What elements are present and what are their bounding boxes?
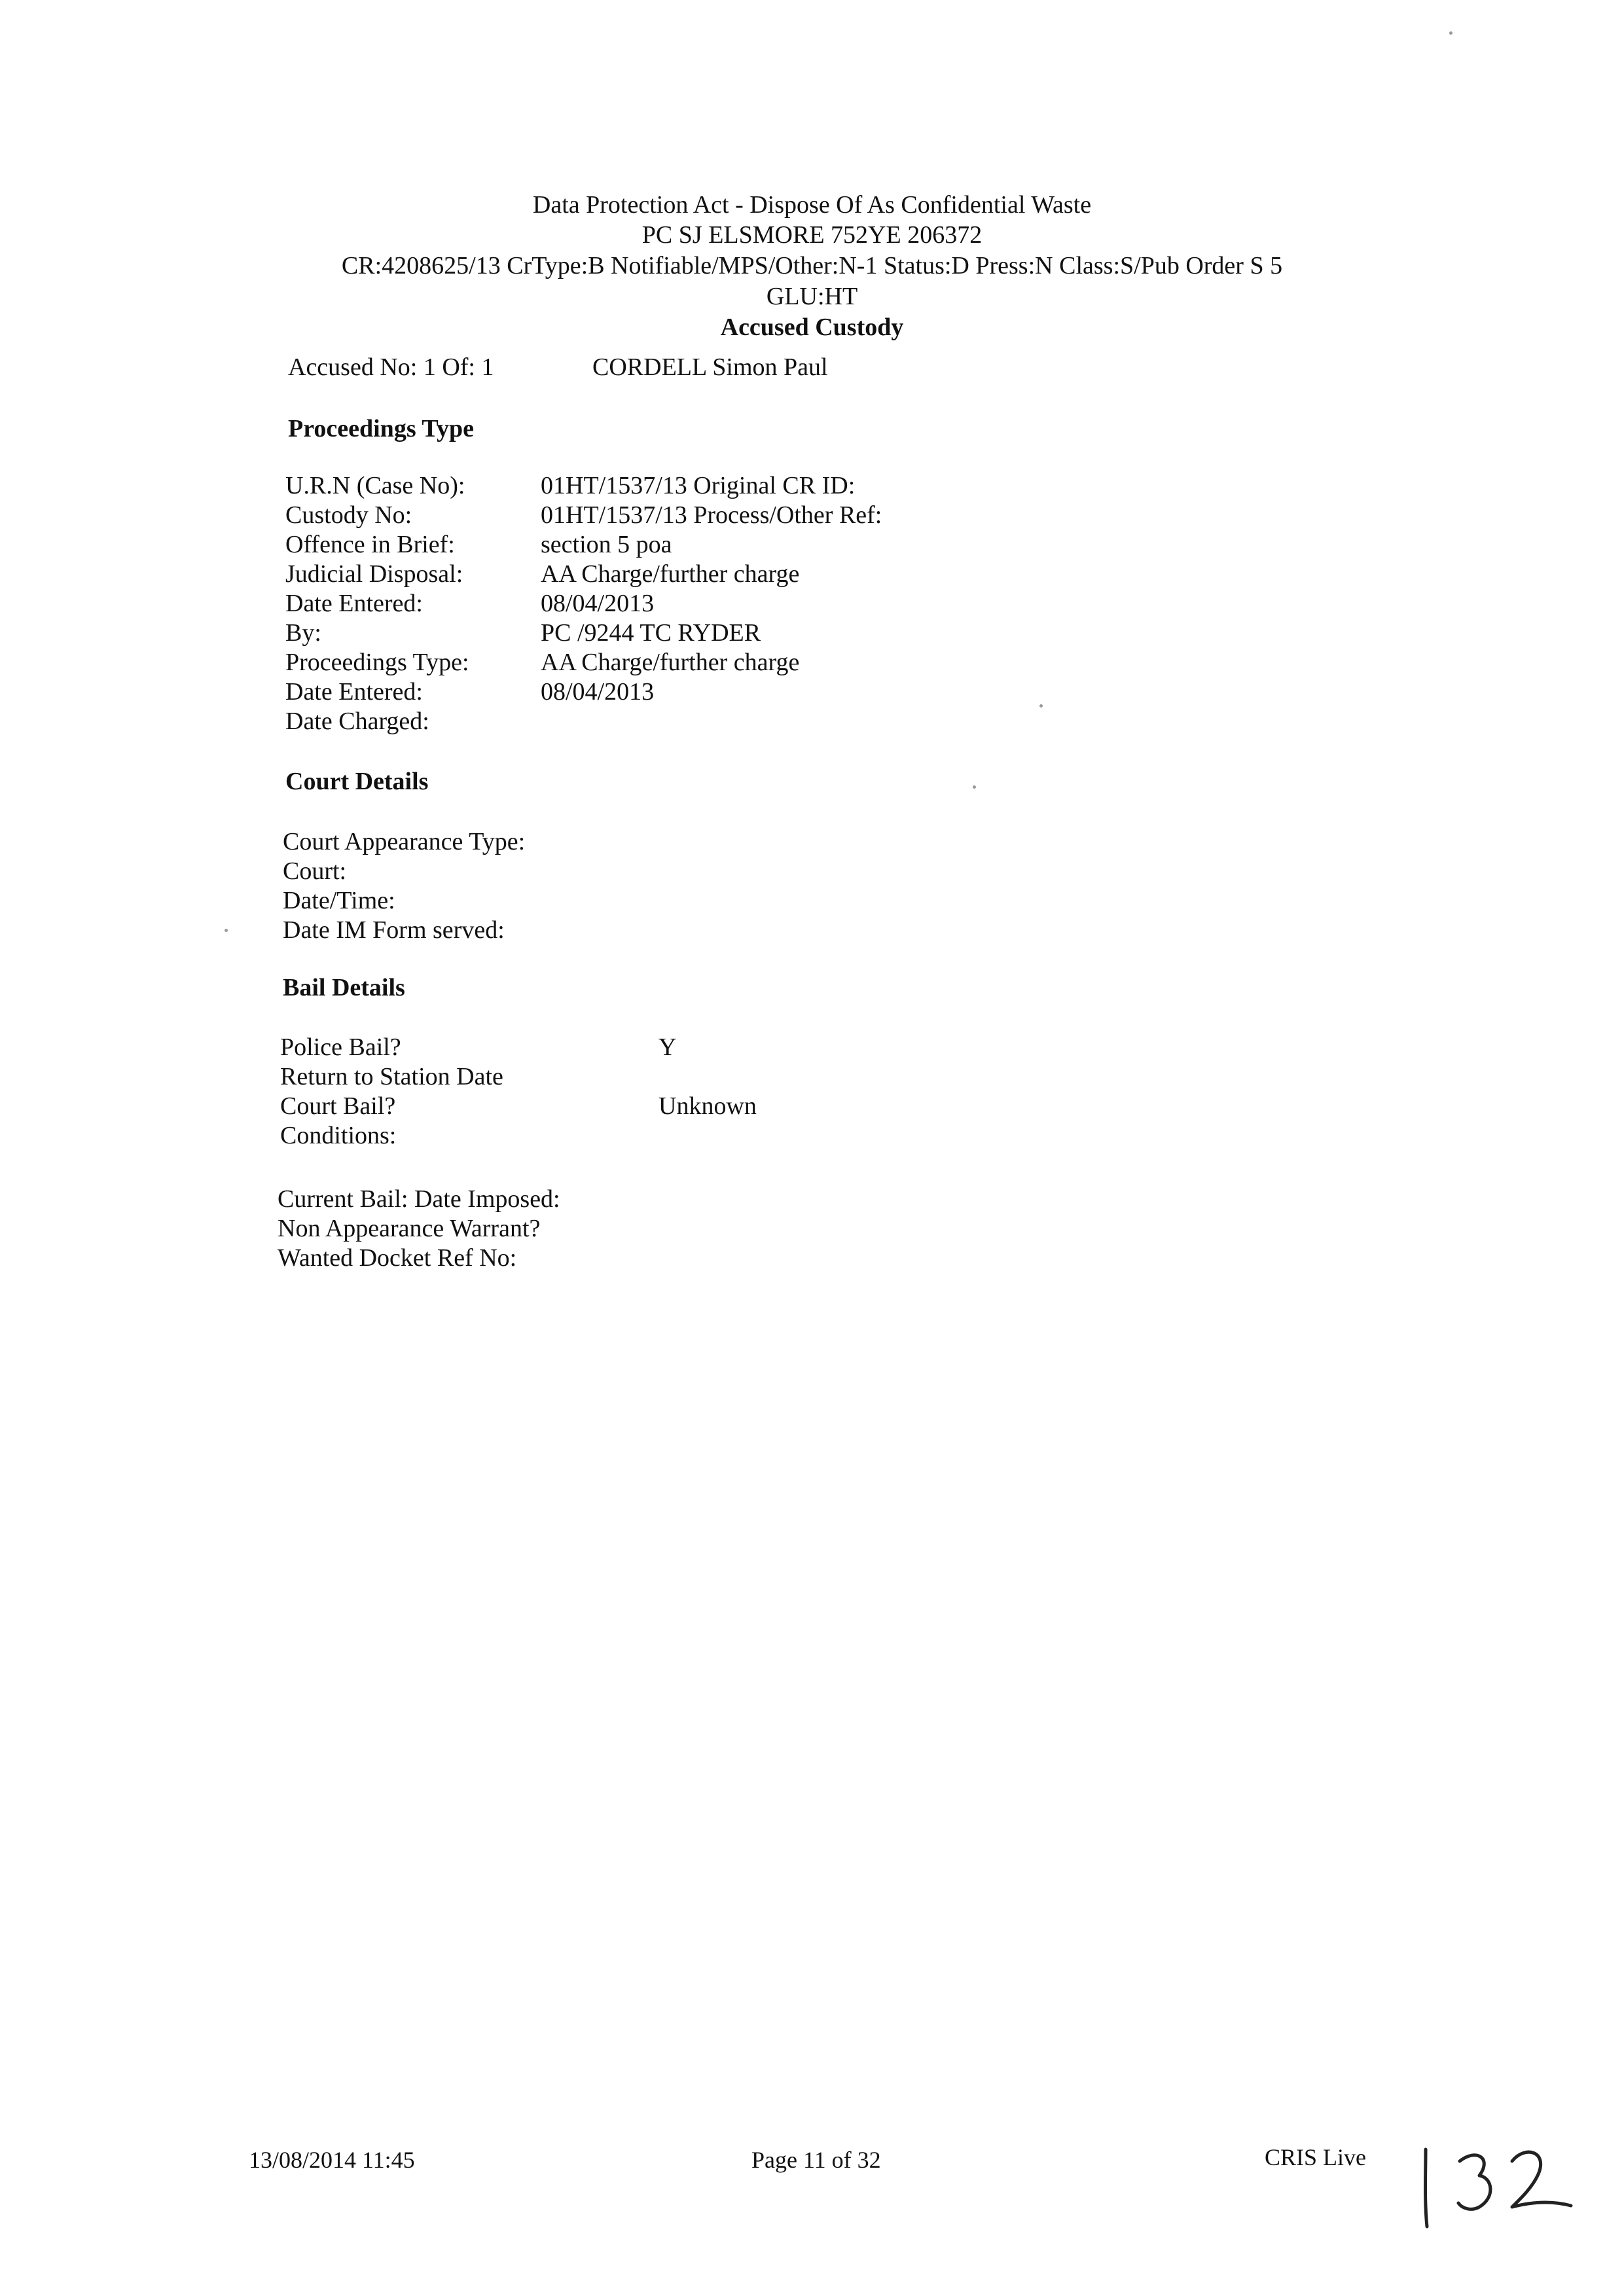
proceedings-fields <box>285 471 1202 736</box>
field-row <box>285 589 1202 619</box>
field-row <box>283 886 872 916</box>
field-value: 08/04/2013 <box>541 678 655 706</box>
field-row <box>285 619 1202 648</box>
field-label: Court Appearance Type: <box>283 828 526 855</box>
header-line-2: PC SJ ELSMORE 752YE 206372 <box>641 221 983 249</box>
field-row <box>278 1214 1063 1244</box>
field-label: Court Bail? <box>280 1092 396 1120</box>
field-value: Unknown <box>659 1092 757 1120</box>
field-row <box>285 707 1202 736</box>
field-row <box>278 1244 1063 1273</box>
handwritten-digit-three <box>1458 2155 1490 2210</box>
proceedings-section-title: Proceedings Type <box>288 415 474 442</box>
field-value: AA Charge/further charge <box>541 649 800 676</box>
field-value: 01HT/1537/13 Original CR ID: <box>541 472 856 499</box>
field-row <box>285 530 1202 560</box>
field-value: 08/04/2013 <box>541 590 655 617</box>
handwritten-page-number-mark <box>1414 2135 1584 2233</box>
header-line-4: GLU:HT <box>766 283 858 310</box>
field-label: U.R.N (Case No): <box>285 472 465 499</box>
field-label: Date Entered: <box>285 590 423 617</box>
accused-number: Accused No: 1 Of: 1 <box>288 353 494 381</box>
field-row <box>283 916 872 945</box>
field-label: Custody No: <box>285 501 412 529</box>
field-label: Current Bail: Date Imposed: <box>278 1185 560 1213</box>
bail-section-title: Bail Details <box>283 974 405 1001</box>
handwritten-digit-two <box>1512 2152 1571 2207</box>
field-row <box>280 1092 1066 1121</box>
field-label: Non Appearance Warrant? <box>278 1215 541 1242</box>
field-value: section 5 poa <box>541 531 672 558</box>
header-line-3: CR:4208625/13 CrType:B Notifiable/MPS/Other:N-1 Status:D Press:N Class:S/Pub Order S 5 <box>341 252 1283 279</box>
field-label: Offence in Brief: <box>285 531 455 558</box>
field-label: Date Charged: <box>285 708 429 735</box>
scan-speck <box>1449 31 1453 35</box>
court-fields <box>283 827 872 945</box>
field-row <box>280 1062 1066 1092</box>
field-row <box>283 857 872 886</box>
field-label: Proceedings Type: <box>285 649 469 676</box>
footer-timestamp: 13/08/2014 11:45 <box>249 2147 415 2173</box>
field-row <box>285 501 1202 530</box>
field-row <box>285 560 1202 589</box>
field-label: Date IM Form served: <box>283 916 505 944</box>
field-label: By: <box>285 619 321 647</box>
scan-speck <box>1039 704 1043 708</box>
field-row <box>285 677 1202 707</box>
footer-page-number: Page 11 of 32 <box>751 2147 881 2173</box>
field-row <box>283 827 872 857</box>
footer-system-name: CRIS Live <box>1265 2144 1367 2170</box>
field-row <box>280 1033 1066 1062</box>
field-row <box>285 648 1202 677</box>
field-value: Y <box>659 1033 677 1061</box>
bail-fields <box>280 1033 1066 1151</box>
field-label: Conditions: <box>280 1122 397 1149</box>
field-row <box>280 1121 1066 1151</box>
handwritten-digit-one <box>1426 2149 1428 2227</box>
field-value: PC /9244 TC RYDER <box>541 619 761 647</box>
field-label: Police Bail? <box>280 1033 401 1061</box>
court-section-title: Court Details <box>285 768 429 795</box>
header-title: Accused Custody <box>720 314 904 341</box>
field-label: Date/Time: <box>283 887 395 914</box>
field-row <box>285 471 1202 501</box>
field-value: AA Charge/further charge <box>541 560 800 588</box>
field-label: Wanted Docket Ref No: <box>278 1244 517 1272</box>
accused-name: CORDELL Simon Paul <box>592 353 828 381</box>
header-line-1: Data Protection Act - Dispose Of As Confidential Waste <box>532 191 1092 219</box>
bail-fields-continued <box>278 1185 1063 1273</box>
scan-speck <box>225 929 228 932</box>
field-label: Judicial Disposal: <box>285 560 463 588</box>
field-label: Date Entered: <box>285 678 423 706</box>
scan-speck <box>973 785 976 789</box>
field-label: Court: <box>283 857 347 885</box>
field-row <box>278 1185 1063 1214</box>
field-value: 01HT/1537/13 Process/Other Ref: <box>541 501 882 529</box>
field-label: Return to Station Date <box>280 1063 503 1090</box>
